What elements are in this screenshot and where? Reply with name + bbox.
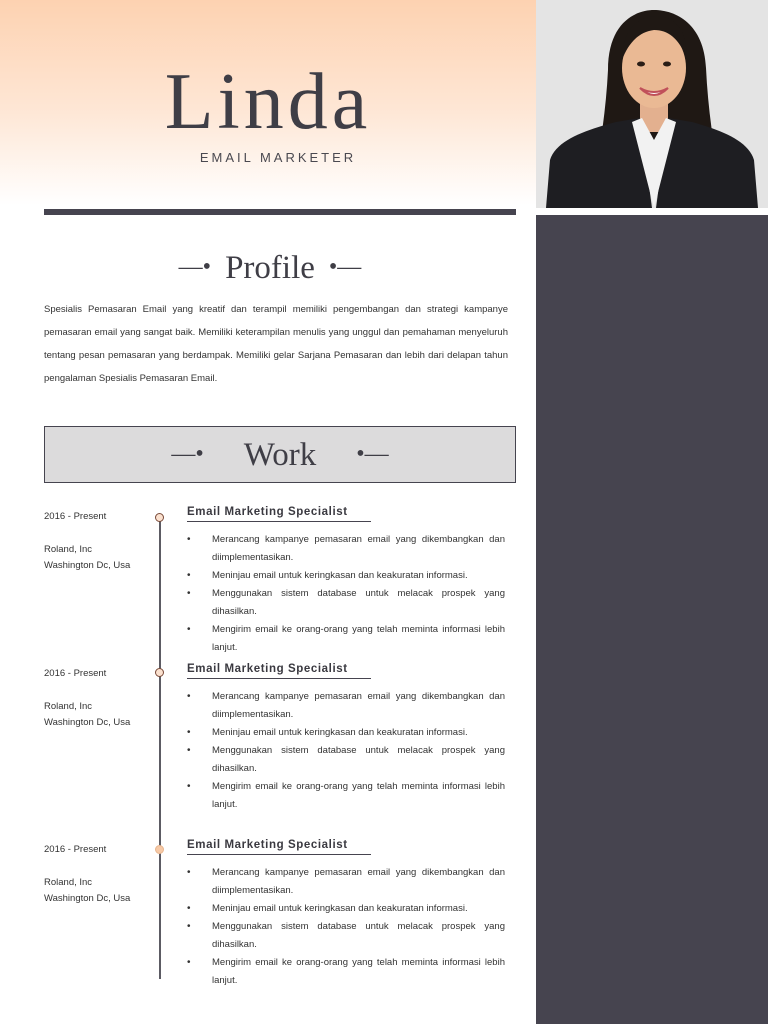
timeline-dot xyxy=(155,668,164,677)
duty-item: • Merancang kampanye pemasaran email yang dikembangkan dan diimplementasikan. xyxy=(187,688,505,724)
work-role: Email Marketing Specialist xyxy=(187,839,371,855)
work-duties xyxy=(187,864,505,990)
resume-job-title: EMAIL MARKETER xyxy=(199,150,357,165)
work-heading-box xyxy=(44,426,516,483)
profile-photo xyxy=(536,0,768,208)
duty-item: • Menggunakan sistem database untuk melacak prospek yang dihasilkan. xyxy=(187,742,505,778)
profile-summary: Spesialis Pemasaran Email yang kreatif dan terampil memiliki pengembangan dan strategi kampanye pemasaran email yang sangat baik. Memiliki keterampilan menulis yang unggul dan pemahaman menyeluruh tentang pesan pemasaran yang berdampak. Memiliki gelar Sarjana Pemasaran dan lebih dari delapan tahun pengalaman Spesialis Pemasaran Email. xyxy=(44,304,508,384)
duty-item: • Meninjau email untuk keringkasan dan keakuratan informasi. xyxy=(187,724,505,742)
heading-ornament-right: •— xyxy=(356,441,389,467)
profile-heading xyxy=(0,250,540,287)
work-location: Washington Dc, Usa xyxy=(44,893,131,904)
profile-heading-text: Profile xyxy=(225,250,315,286)
work-duties xyxy=(187,688,505,814)
duty-item: • Merancang kampanye pemasaran email yang dikembangkan dan diimplementasikan. xyxy=(187,864,505,900)
heading-ornament-right: •— xyxy=(328,254,362,280)
work-company: Roland, Inc xyxy=(44,544,93,555)
heading-ornament-left: —• xyxy=(178,254,212,280)
work-date: 2016 - Present xyxy=(44,511,107,522)
header-divider xyxy=(44,209,516,215)
work-heading xyxy=(45,437,515,474)
work-role: Email Marketing Specialist xyxy=(187,506,371,522)
work-date: 2016 - Present xyxy=(44,668,107,679)
timeline-dot xyxy=(155,513,164,522)
work-date: 2016 - Present xyxy=(44,844,107,855)
duty-item: • Mengirim email ke orang-orang yang telah meminta informasi lebih lanjut. xyxy=(187,778,505,814)
work-location: Washington Dc, Usa xyxy=(44,560,131,571)
timeline-dot xyxy=(155,845,164,854)
timeline-line xyxy=(159,517,161,979)
work-company: Roland, Inc xyxy=(44,877,93,888)
heading-ornament-left: —• xyxy=(171,441,204,467)
work-company-block xyxy=(44,542,130,574)
duty-item: • Meninjau email untuk keringkasan dan keakuratan informasi. xyxy=(187,567,505,585)
work-role: Email Marketing Specialist xyxy=(187,663,371,679)
work-heading-text: Work xyxy=(243,437,317,473)
duty-item: • Menggunakan sistem database untuk melacak prospek yang dihasilkan. xyxy=(187,585,505,621)
work-location: Washington Dc, Usa xyxy=(44,717,131,728)
work-company: Roland, Inc xyxy=(44,701,93,712)
work-company-block xyxy=(44,875,130,907)
work-company-block xyxy=(44,699,130,731)
duty-item: • Menggunakan sistem database untuk melacak prospek yang dihasilkan. xyxy=(187,918,505,954)
duty-item: • Merancang kampanye pemasaran email yang dikembangkan dan diimplementasikan. xyxy=(187,531,505,567)
resume-name: Linda xyxy=(164,58,372,146)
work-duties xyxy=(187,531,505,657)
duty-item: • Mengirim email ke orang-orang yang telah meminta informasi lebih lanjut. xyxy=(187,954,505,990)
duty-item: • Mengirim email ke orang-orang yang telah meminta informasi lebih lanjut. xyxy=(187,621,505,657)
portrait-illustration xyxy=(536,0,768,208)
sidebar-panel xyxy=(536,215,768,1024)
duty-item: • Meninjau email untuk keringkasan dan keakuratan informasi. xyxy=(187,900,505,918)
